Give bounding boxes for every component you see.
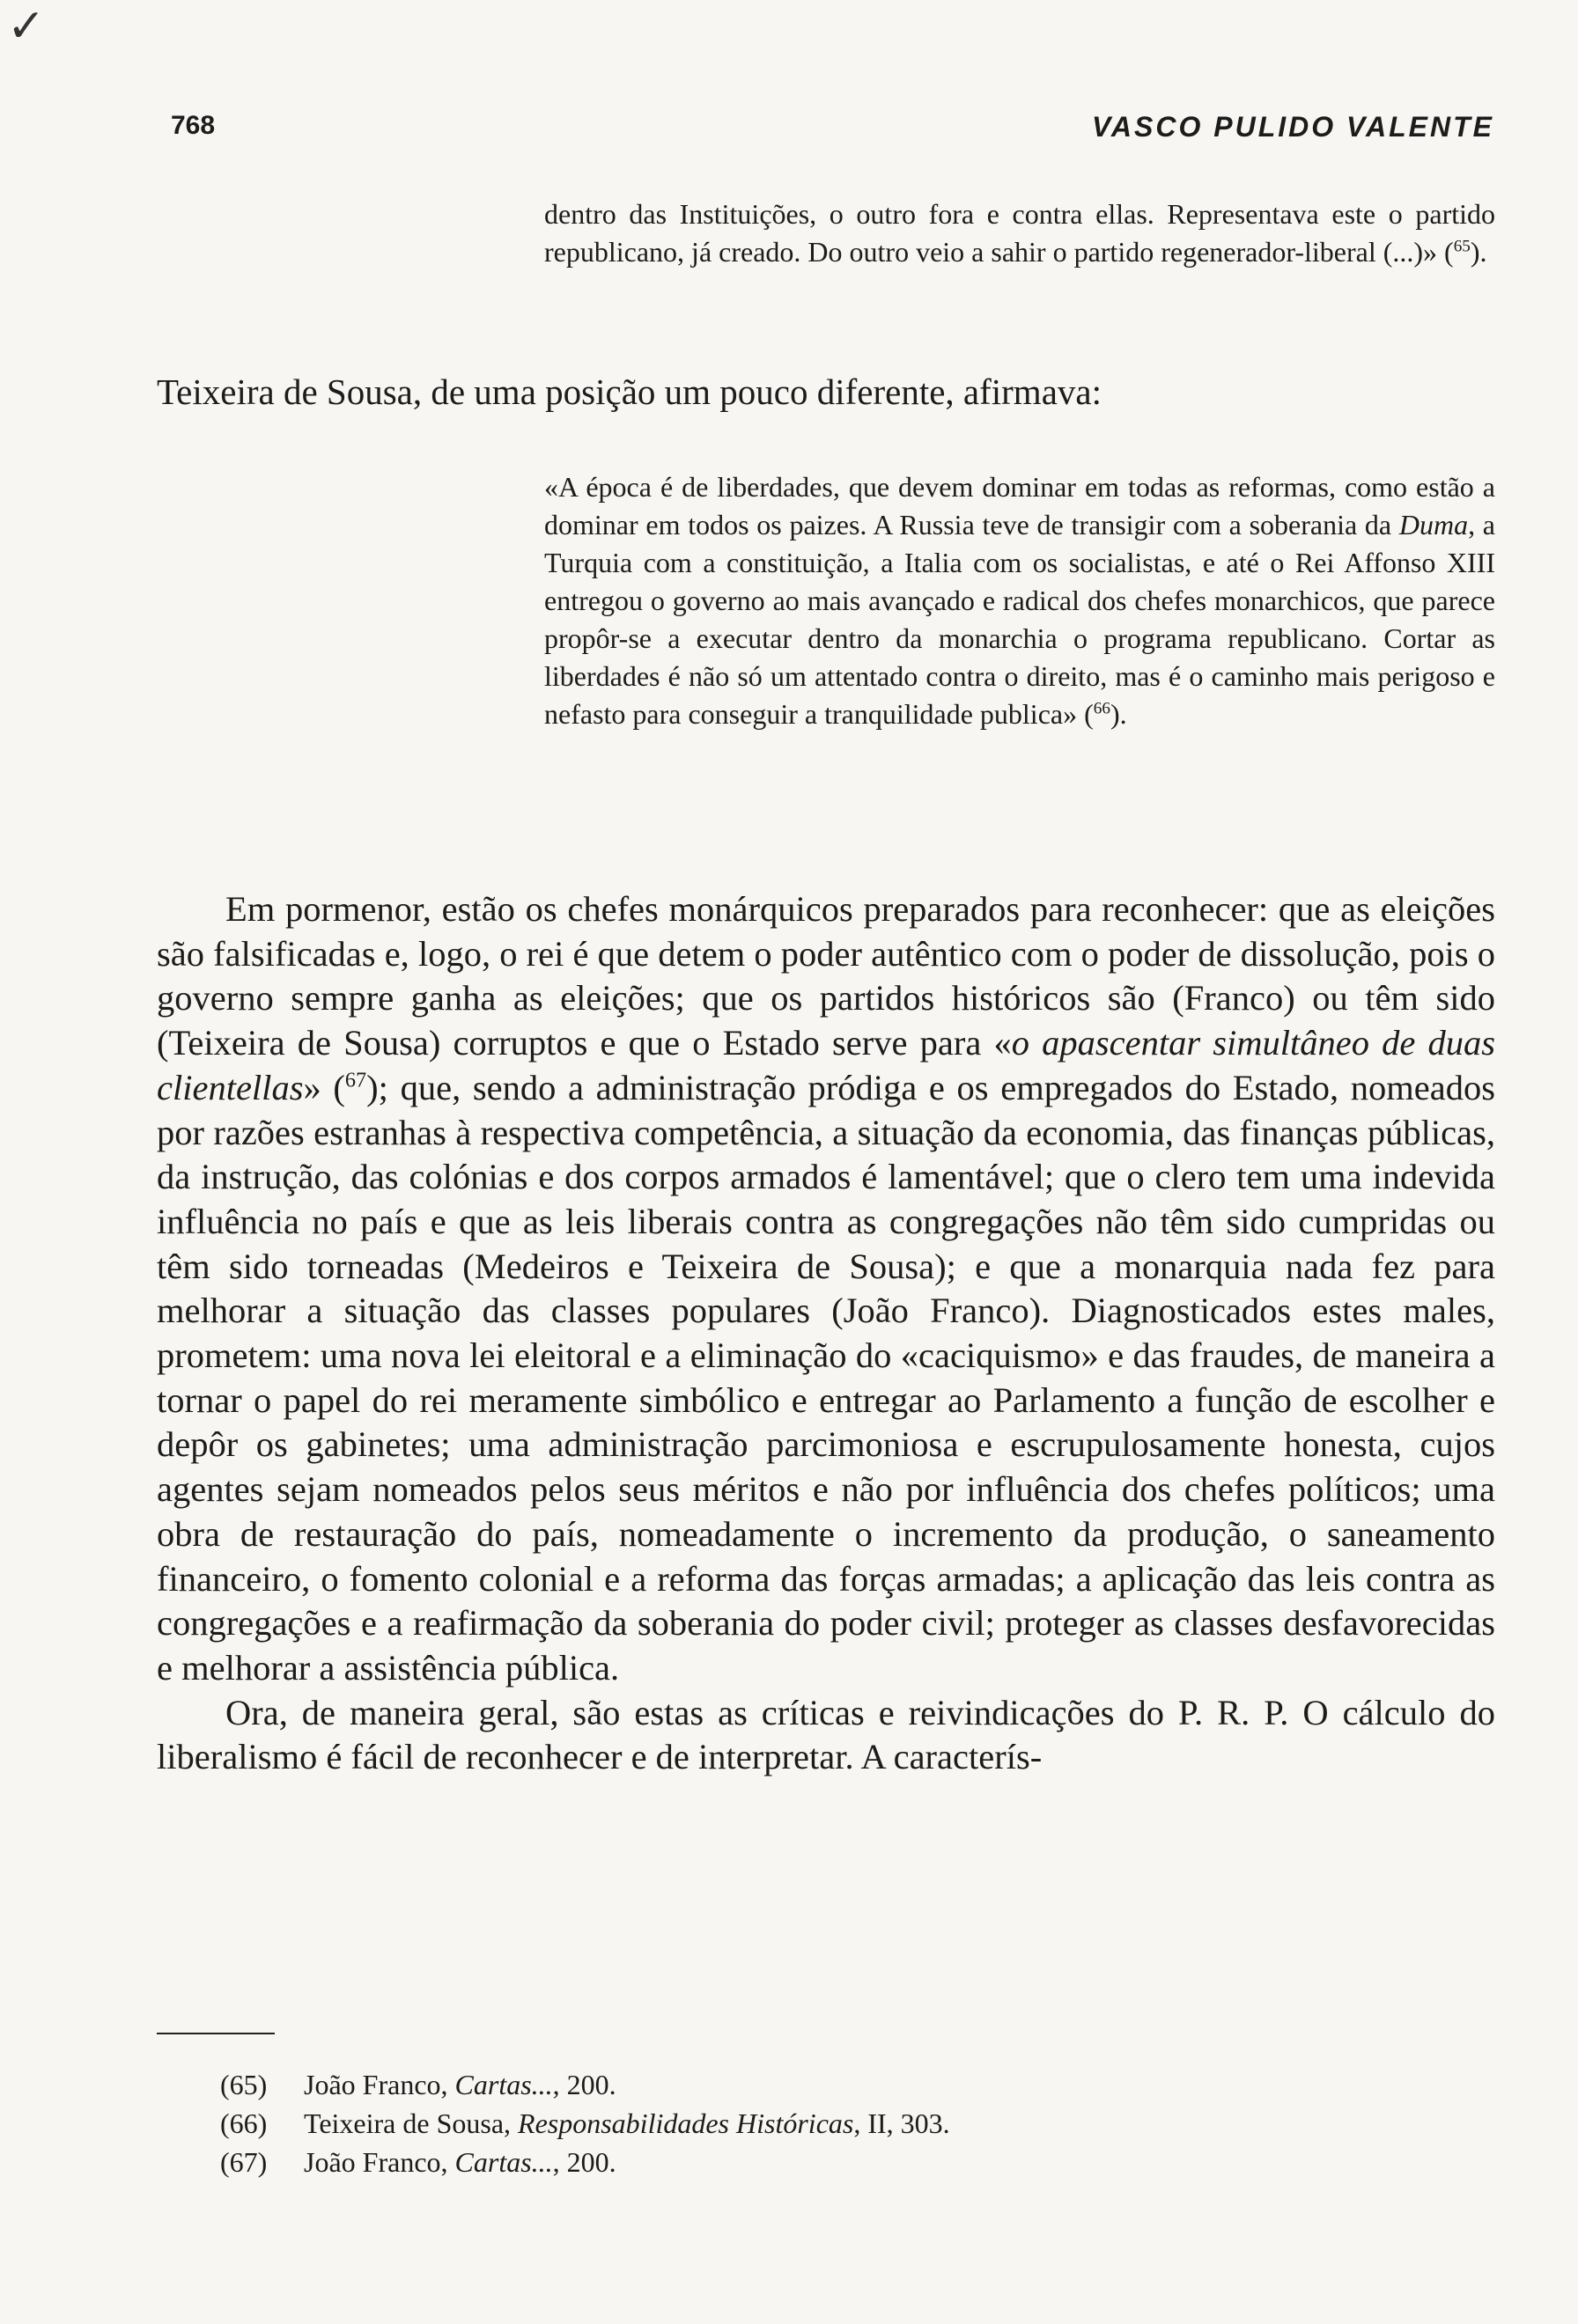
footnote: (66) Teixeira de Sousa, Responsabilidades Históricas, II, 303. <box>220 2104 950 2143</box>
handwritten-checkmark: ✓ <box>7 0 46 53</box>
page-number: 768 <box>171 111 216 140</box>
footnote: (65) João Franco, Cartas..., 200. <box>220 2065 950 2104</box>
footnote-ref: 65 <box>1453 237 1471 256</box>
footnotes <box>220 2065 950 2181</box>
footnote-number: (66) <box>220 2107 268 2139</box>
footnote-rule <box>157 2033 275 2034</box>
quote-text: dentro das Instituições, o outro fora e contra ellas. Representava este o partido republicano, já creado. Do outro veio a sahir o partido regenerador-liberal (...)» <box>544 198 1495 268</box>
footnote: (67) João Franco, Cartas..., 200. <box>220 2143 950 2181</box>
footnote-number: (67) <box>220 2146 268 2178</box>
paragraph: Em pormenor, estão os chefes monárquicos preparados para reconhecer: que as eleições são falsificadas e, logo, o rei é que detem o poder autêntico com o poder de dissolução, pois o governo sempre ganha as eleições; que os partidos históricos são (Franco) ou têm sido (Teixeira de Sousa) corruptos e que o Estado serve para «o apascentar simultâneo de duas clientellas» ($^{67}$); que, sendo a administração pródiga e os empregados do Estado, nomeados por razões estranhas à respectiva competência, a situação da economia, das finanças públicas, da instrução, das colónias e dos corpos armados é lamentável; que o clero tem uma indevida influência no país e que as leis liberais contra as congregações não têm sido cumpridas ou têm sido torneadas (Medeiros e Teixeira de Sousa); e que a monarquia nada fez para melhorar a situação das classes populares (João Franco). Diagnosticados estes males, prometem: uma nova lei eleitoral e a eliminação do «caciquismo» e das fraudes, de maneira a tornar o papel do rei meramente simbólico e entregar ao Parlamento a função de escolher e depôr os gabinetes; uma administração parcimoniosa e escrupulosamente honesta, cujos agentes sejam nomeados pelos seus méritos e não por influência dos chefes políticos; uma obra de restauração do país, nomeadamente o incremento da produção, o saneamento financeiro, o fomento colonial e a reforma das forças armadas; a aplicação das leis contra as congregações e a reafirmação da soberania do poder civil; proteger as classes desfavorecidas e melhorar a assistência pública. <box>157 889 1495 1688</box>
italic-quote: o apascentar simultâneo de duas clientellas <box>157 1023 1495 1107</box>
intro-line: Teixeira de Sousa, de uma posição um pouco diferente, afirmava: <box>157 371 1102 412</box>
footnote-ref: 67 <box>344 1068 367 1092</box>
block-quote-1: dentro das Instituições, o outro fora e contra ellas. Representava este o partido republicano, já creado. Do outro veio a sahir o partido regenerador-liberal (...)» ($^{65}$). <box>544 198 1495 268</box>
body-text <box>157 887 1495 1780</box>
running-head: VASCO PULIDO VALENTE <box>1091 111 1494 143</box>
paragraph: Ora, de maneira geral, são estas as críticas e reivindicações do P. R. P. O cálculo do liberalismo é fácil de reconhecer e de interpretar. A caracterís- <box>157 1692 1495 1777</box>
block-quote-2: «A época é de liberdades, que devem dominar em todas as reformas, como estão a dominar em todos os paizes. A Russia teve de transigir com a soberania da Duma, a Turquia com a constituição, a Italia com os socialistas, e até o Rei Affonso XIII entregou o governo ao mais avançado e radical dos chefes monarchicos, que parece propôr-se a executar dentro da monarchia o programa republicano. Cortar as liberdades é não só um attentado contra o direito, mas é o caminho mais perigoso e nefasto para conseguir a tranquilidade publica» ($^{66}$). <box>544 471 1496 730</box>
footnote-number: (65) <box>220 2069 268 2100</box>
italic-term: Duma <box>1398 509 1469 541</box>
footnote-ref: 66 <box>1093 699 1110 718</box>
